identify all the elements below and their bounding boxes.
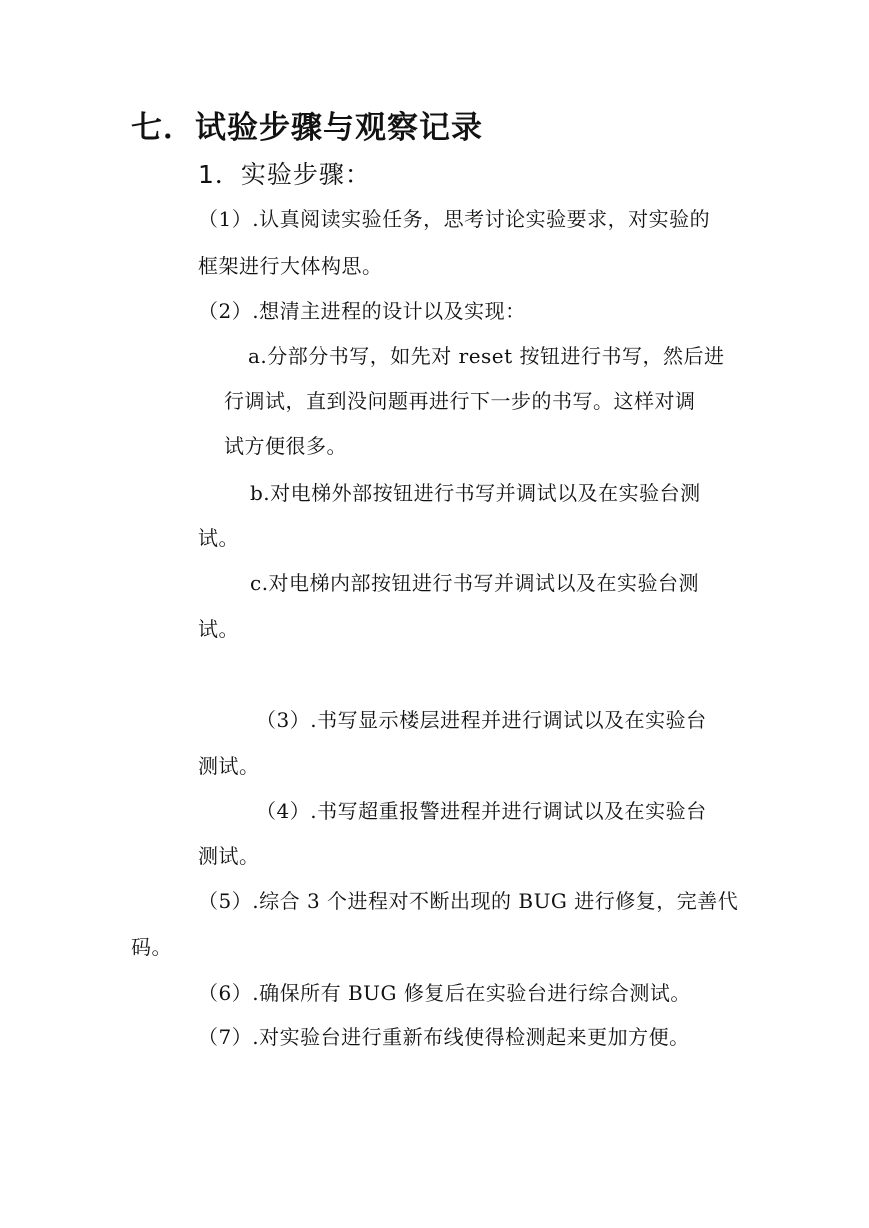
step-2a-line-1: a.分部分书写，如先对 reset 按钮进行书写，然后进 (248, 344, 725, 368)
step-2-line-1: （2）.想清主进程的设计以及实现： (198, 299, 526, 323)
subsection-title: 1．实验步骤： (198, 160, 371, 189)
step-6-line-1: （6）.确保所有 BUG 修复后在实验台进行综合测试。 (198, 981, 691, 1005)
step-2a-line-3: 试方便很多。 (224, 434, 347, 458)
step-2b-line-2: 试。 (198, 526, 239, 550)
step-2c-line-1: c.对电梯内部按钮进行书写并调试以及在实验台测 (250, 571, 700, 595)
step-5-line-2: 码。 (131, 935, 172, 959)
step-2c-line-2: 试。 (198, 617, 239, 641)
step-1-line-2: 框架进行大体构思。 (198, 254, 383, 278)
step-2a-line-2: 行调试，直到没问题再进行下一步的书写。这样对调 (224, 389, 696, 413)
step-2b-line-1: b.对电梯外部按钮进行书写并调试以及在实验台测 (250, 481, 701, 505)
step-3-line-1: （3）.书写显示楼层进程并进行调试以及在实验台 (256, 708, 707, 732)
step-3-line-2: 测试。 (198, 754, 260, 778)
section-title: 七．试验步骤与观察记录 (131, 110, 483, 146)
step-7-line-1: （7）.对实验台进行重新布线使得检测起来更加方便。 (198, 1025, 690, 1049)
step-1-line-1: （1）.认真阅读实验任务，思考讨论实验要求，对实验的 (198, 207, 711, 231)
step-4-line-1: （4）.书写超重报警进程并进行调试以及在实验台 (256, 799, 707, 823)
step-4-line-2: 测试。 (198, 844, 260, 868)
step-5-line-1: （5）.综合 3 个进程对不断出现的 BUG 进行修复，完善代 (198, 889, 739, 913)
